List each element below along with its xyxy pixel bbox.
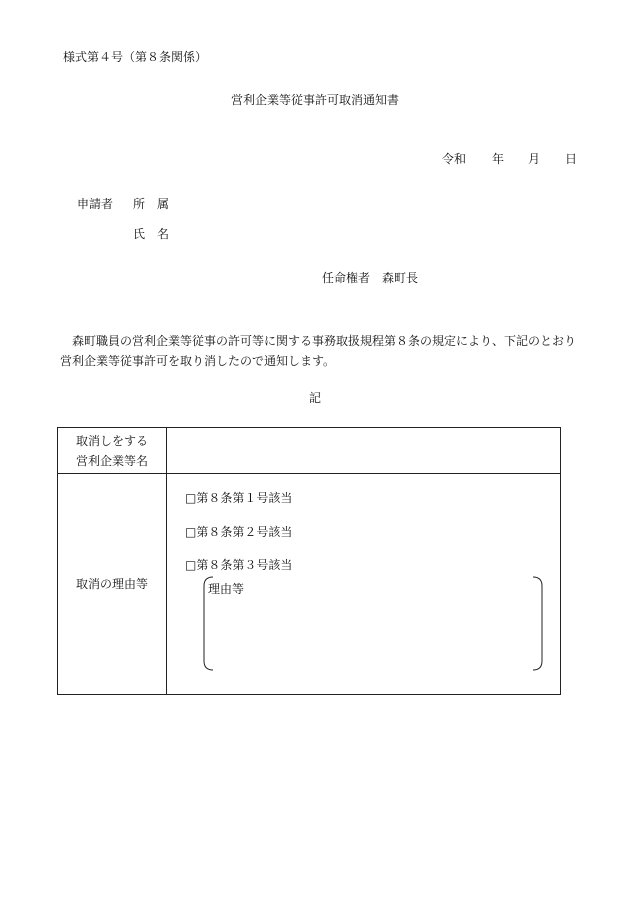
ki-heading: 記: [308, 391, 321, 405]
date-line: [442, 151, 577, 167]
table-row: [58, 428, 561, 474]
authority-line: 任命権者 森町長: [322, 271, 419, 285]
affiliation-label: 所 属: [133, 197, 170, 211]
reason-field-label: 理由等: [208, 582, 245, 596]
reason-label-cell: [58, 474, 167, 695]
name-label: 氏 名: [133, 227, 170, 241]
date-year: 年: [492, 152, 505, 166]
applicant-label: 申請者: [77, 197, 114, 211]
date-day: 日: [565, 152, 578, 166]
company-name-label-line1: 取消しをする: [75, 433, 148, 448]
checkbox-item-1[interactable]: □第８条第１号該当: [185, 491, 293, 505]
document-title: 営利企業等従事許可取消通知書: [230, 93, 399, 107]
company-name-label-line2: 営利企業等名: [75, 453, 148, 468]
body-paragraph: 森町職員の営利企業等従事の許可等に関する事務取扱規程第８条の規定により、下記のとおり営利企業等従事許可を取り消したので通知します。: [60, 334, 577, 368]
form-number: 様式第４号（第８条関係）: [63, 50, 208, 64]
checkbox-item-2[interactable]: □第８条第２号該当: [185, 525, 293, 539]
date-month: 月: [528, 152, 541, 166]
table-row: [58, 474, 561, 695]
revocation-table: [57, 427, 561, 695]
bracket-frame-icon: [203, 576, 543, 671]
reason-value-cell: [167, 474, 561, 695]
company-name-label-cell: [58, 428, 167, 474]
checkbox-item-3[interactable]: □第８条第３号該当: [185, 558, 293, 572]
company-name-value-cell[interactable]: [167, 428, 561, 474]
reason-input-area[interactable]: [203, 576, 543, 671]
date-era: 令和: [442, 152, 467, 166]
reason-row-label: 取消の理由等: [75, 577, 148, 591]
